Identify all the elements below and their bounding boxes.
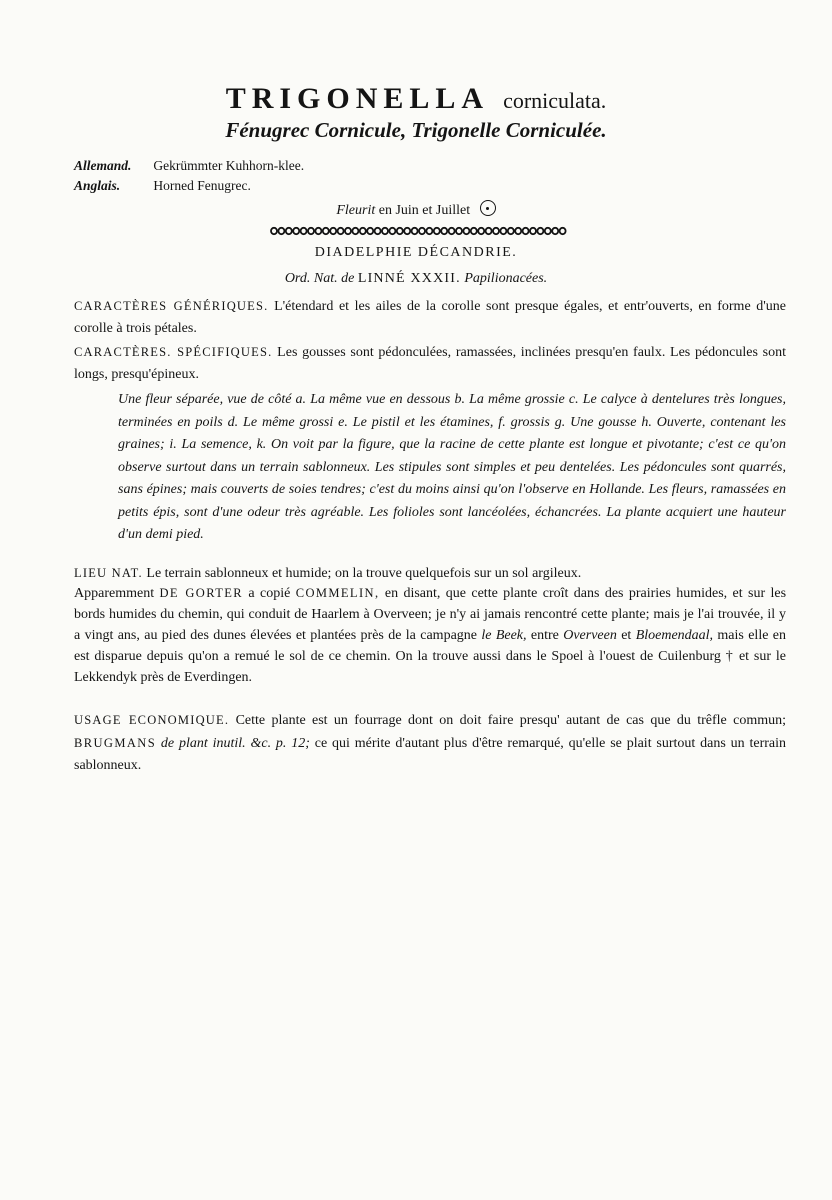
ornament-loop <box>419 228 425 234</box>
ornament-loop <box>434 228 440 234</box>
ornament-loop <box>360 228 366 234</box>
ornament-loop <box>412 228 418 234</box>
ornament-loop <box>293 228 299 234</box>
ornament-loop <box>456 228 462 234</box>
genus-name: TRIGONELLA <box>225 82 490 115</box>
ornament-loop <box>530 228 536 234</box>
ord-family: Papilionacées. <box>464 271 548 286</box>
ornament-loop <box>352 228 358 234</box>
ornament-loop <box>367 228 373 234</box>
text-run: mais elle en est disparue depuis qu'on a remué le sol de ce chemin. On la trouve aussi dans le Spoel à l'ouest de Cuilenburg † et sur le Lekkendyk près de Everdingen. <box>74 628 786 685</box>
ornament-divider <box>270 226 572 236</box>
ornament-loop <box>323 228 329 234</box>
sun-icon <box>480 200 496 216</box>
ornament-loop <box>560 228 566 234</box>
usage-heading: USAGE ECONOMIQUE. <box>74 713 230 727</box>
ornament-loop <box>330 228 336 234</box>
french-name: Fénugrec Cornicule, Trigonelle Corniculée. <box>225 118 607 142</box>
ornament-loop <box>486 228 492 234</box>
species-name: corniculata. <box>503 88 607 113</box>
flowering-line <box>0 200 832 219</box>
specific-characters <box>74 341 786 386</box>
figure-description: Une fleur séparée, vue de côté a. La même vue en dessous b. La même grossie c. Le calyce à dentelures très longues, terminées en poils d. Le même grossi e. Le pistil et les étamines, f. grossis g. Une gousse h. Ouverte, contenant les graines; i. La semence, k. On voit par la figure, que la racine de cette plante est longue et pivotante; c'est ce qu'on observe surtout dans un terrain sablonneux. Les stipules sont simples et peu dentelées. Les pédoncules sont quarrés, sans épines; mais couverts de soies tendres; c'est du moins ainsi qu'on l'observe en Hollande. Les fleurs, ramassées en petits épis, sont d'une odeur très agréable. Les folioles sont lancéolées, échancrées. La plante acquiert une hauteur d'un demi pied. <box>118 392 786 542</box>
ornament-loop <box>301 228 307 234</box>
habitat-text: Le terrain sablonneux et humide; on la trouve quelquefois sur un sol argileux. <box>146 566 582 581</box>
text-run: Cette plante est un fourrage dont on doit faire presqu' autant de cas que du trêfle commun; <box>235 713 787 728</box>
economic-usage <box>74 709 786 777</box>
specific-heading: CARACTÈRES. SPÉCIFIQUES. <box>74 345 273 359</box>
ornament-loop <box>286 228 292 234</box>
place-name: le Beek, <box>481 628 527 643</box>
place-name: Overveen <box>563 628 617 643</box>
ornament-loop <box>508 228 514 234</box>
ornament-loop <box>515 228 521 234</box>
flowering-text: en Juin et Juillet <box>378 203 471 218</box>
ornament-loop <box>315 228 321 234</box>
author-name: COMMELIN, <box>295 586 380 600</box>
ornament-loop <box>426 228 432 234</box>
ornament-loop <box>441 228 447 234</box>
ornament-loop <box>278 228 284 234</box>
text-run: a copié <box>248 586 291 601</box>
text-run: ce qui mérite d'autant plus d'être remarqué, qu'elle se plait surtout dans un terrain sablonneux. <box>74 736 787 773</box>
common-name-english <box>74 178 251 194</box>
place-name: Bloemendaal, <box>635 628 714 643</box>
language-label: Anglais. <box>74 178 121 193</box>
class-name: DIADELPHIE DÉCANDRIE. <box>314 245 518 260</box>
ornament-loop <box>478 228 484 234</box>
text-run: Apparemment <box>74 586 155 601</box>
ornament-loop <box>375 228 381 234</box>
natural-order <box>0 271 832 287</box>
habitat-heading: LIEU NAT. <box>74 566 143 580</box>
ornament-loop <box>493 228 499 234</box>
generic-text: L'étendard et les ailes de la corolle sont presque égales, et entr'ouverts, en forme d'une corolle à trois pétales. <box>74 299 786 336</box>
ornament-loop <box>345 228 351 234</box>
page-title <box>0 82 832 116</box>
ornament-loop <box>389 228 395 234</box>
citation: de plant inutil. &c. p. 12; <box>160 736 310 751</box>
text-run: en disant, que cette plante croît dans des prairies humides, et sur les bords humides du chemin, qui conduit de Haarlem à Overveen; je n'y ai jamais rencontré cette plante; mais je l'ai trouvée, il y a vingt ans, au pied des dunes élevées et plantées près de la campagne <box>74 586 787 643</box>
ord-author: LINNÉ XXXII. <box>357 271 461 286</box>
common-name: Horned Fenugrec. <box>153 178 251 193</box>
ornament-loop <box>523 228 529 234</box>
ornament-loop <box>271 228 277 234</box>
generic-characters <box>74 295 786 340</box>
ornament-loop <box>463 228 469 234</box>
common-name: Gekrümmter Kuhhorn-klee. <box>153 158 305 173</box>
ornament-loop <box>397 228 403 234</box>
ornament-loop <box>471 228 477 234</box>
ornament-loop <box>308 228 314 234</box>
natural-habitat <box>74 562 786 585</box>
author-name: BRUGMANS <box>74 736 157 750</box>
ornament-loop <box>537 228 543 234</box>
flowering-label: Fleurit <box>336 203 376 218</box>
ornament-loop <box>500 228 506 234</box>
language-label: Allemand. <box>74 158 132 173</box>
ornament-loop <box>449 228 455 234</box>
ornament-loop <box>338 228 344 234</box>
generic-heading: CARACTÈRES GÉNÉRIQUES. <box>74 299 269 313</box>
ornament-loop <box>552 228 558 234</box>
ornament-loop <box>404 228 410 234</box>
text-run: entre <box>530 628 559 643</box>
ord-prefix: Ord. Nat. <box>284 271 338 286</box>
ord-de: de <box>341 271 355 286</box>
ornament-loop <box>382 228 388 234</box>
observations-paragraph <box>74 583 786 688</box>
common-name-german <box>74 158 304 174</box>
author-name: DE GORTER <box>159 586 243 600</box>
text-run: et <box>621 628 632 643</box>
ornament-loop <box>545 228 551 234</box>
specific-text: Les gousses sont pédonculées, ramassées, inclinées presqu'en faulx. Les pédoncules sont longs, presqu'épineux. <box>74 345 787 382</box>
